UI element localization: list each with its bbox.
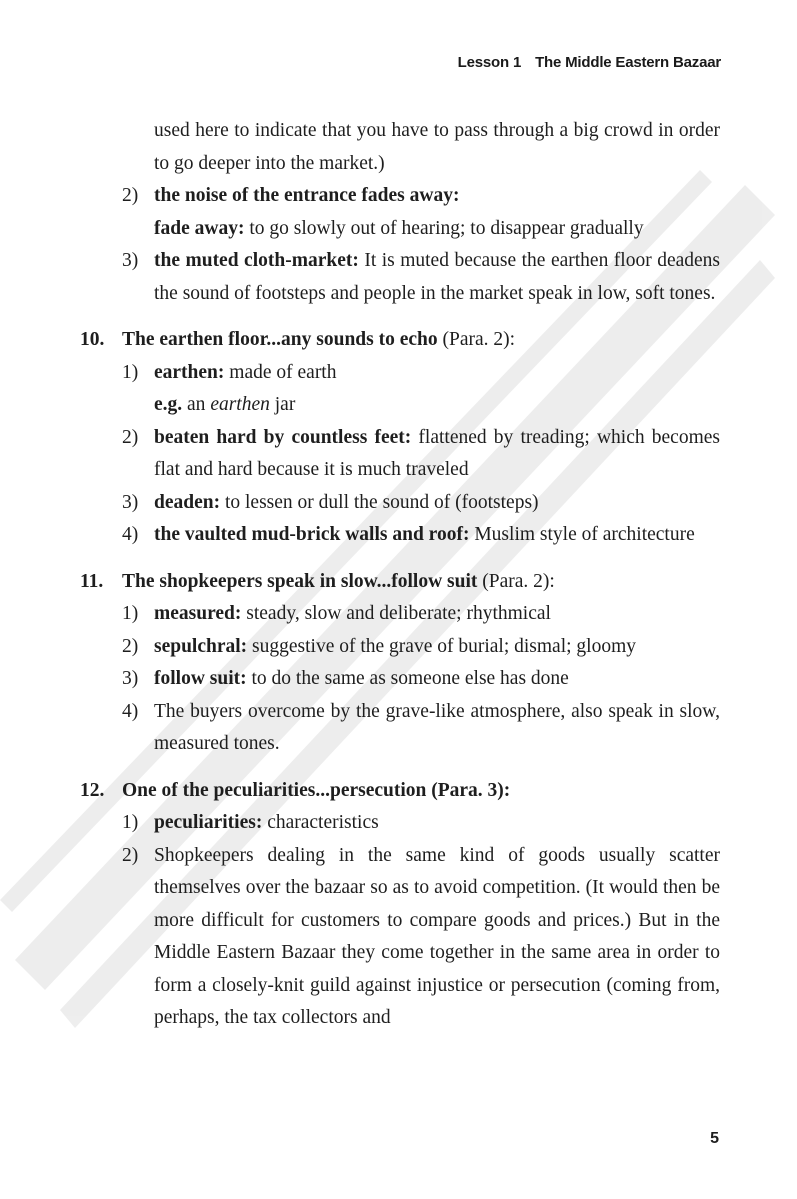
item-term: earthen: <box>154 361 225 383</box>
item-number: 2) <box>122 844 139 866</box>
list-item <box>80 598 720 631</box>
item-number: 2) <box>122 635 139 657</box>
section-number: 10. <box>80 329 105 350</box>
item-term: the muted cloth-market: <box>154 250 359 271</box>
section-para-ref: (Para. 2): <box>477 570 555 592</box>
item-number: 2) <box>122 426 139 448</box>
list-item <box>80 663 720 696</box>
example-italic: earthen <box>210 394 270 415</box>
page-content <box>80 115 720 1035</box>
sub-term: fade away: <box>154 217 245 239</box>
item-definition: to do the same as someone else has done <box>246 668 569 689</box>
item-definition: to lessen or dull the sound of (footsteps) <box>220 491 539 513</box>
section-heading <box>80 324 720 357</box>
item-definition: The buyers overcome by the grave-like atmosphere, also speak in slow, measured tones. <box>154 700 720 754</box>
example-text-end: jar <box>269 394 296 415</box>
item-definition: made of earth <box>224 361 337 383</box>
list-item <box>80 357 720 422</box>
section-title: The earthen floor...any sounds to echo <box>122 329 438 350</box>
item-term: measured: <box>154 603 242 624</box>
item-definition: characteristics <box>262 812 379 833</box>
list-item <box>80 696 720 761</box>
item-number: 4) <box>122 524 139 545</box>
list-item <box>80 807 720 840</box>
example-text: an <box>182 394 211 415</box>
list-item <box>80 840 720 1035</box>
item-definition: Muslim style of architecture <box>469 524 695 545</box>
list-item <box>80 631 720 664</box>
section-number: 12. <box>80 779 105 801</box>
item-number: 3) <box>122 668 139 689</box>
item-number: 4) <box>122 700 139 722</box>
list-item <box>80 180 720 245</box>
item-number: 1) <box>122 603 139 624</box>
list-item <box>80 519 720 552</box>
item-definition: flattened by treading; which becomes flat and hard because it is much traveled <box>154 426 720 480</box>
item-number: 3) <box>122 250 139 271</box>
page-number: 5 <box>710 1130 719 1147</box>
item-definition: suggestive of the grave of burial; dismal; gloomy <box>247 635 637 657</box>
section-title: The shopkeepers speak in slow...follow suit <box>122 570 478 592</box>
item-term: sepulchral: <box>154 635 248 657</box>
lesson-title: The Middle Eastern Bazaar <box>535 54 721 71</box>
section-para-ref: (Para. 2): <box>437 329 516 350</box>
item-definition: It is muted because the earthen floor deadens the sound of footsteps and people in the market speak in low, soft tones. <box>154 250 720 304</box>
section-heading <box>80 566 720 599</box>
item-term: the noise of the entrance fades away: <box>154 185 460 206</box>
example-label: e.g. <box>154 394 183 415</box>
item-term: the vaulted mud-brick walls and roof: <box>154 524 470 545</box>
list-item <box>80 487 720 520</box>
item-term: beaten hard by countless feet: <box>154 426 412 448</box>
section-title: One of the peculiarities...persecution (Para. 3): <box>122 779 511 801</box>
list-item <box>80 422 720 487</box>
item-term: peculiarities: <box>154 812 263 833</box>
item-number: 1) <box>122 812 139 833</box>
item-term: deaden: <box>154 491 221 513</box>
intro-paragraph: used here to indicate that you have to pass through a big crowd in order to go deeper into the market.) <box>154 120 720 174</box>
sub-definition: to go slowly out of hearing; to disappear gradually <box>244 217 644 239</box>
section-number: 11. <box>80 570 104 592</box>
item-number: 1) <box>122 361 139 383</box>
running-header <box>458 54 721 71</box>
item-definition: Shopkeepers dealing in the same kind of goods usually scatter themselves over the bazaar so as to avoid competition. (It would then be more difficult for customers to compare goods and prices.) But in the Middle Eastern Bazaar they come together in the same area in order to form a closely-knit guild against injustice or persecution (coming from, perhaps, the tax collectors and <box>154 844 720 1028</box>
item-number: 3) <box>122 491 139 513</box>
lesson-number: Lesson 1 <box>457 54 522 71</box>
item-term: follow suit: <box>154 668 247 689</box>
item-definition: steady, slow and deliberate; rhythmical <box>241 603 551 624</box>
section-heading <box>80 775 720 808</box>
list-item <box>80 245 720 310</box>
item-number: 2) <box>122 185 139 206</box>
